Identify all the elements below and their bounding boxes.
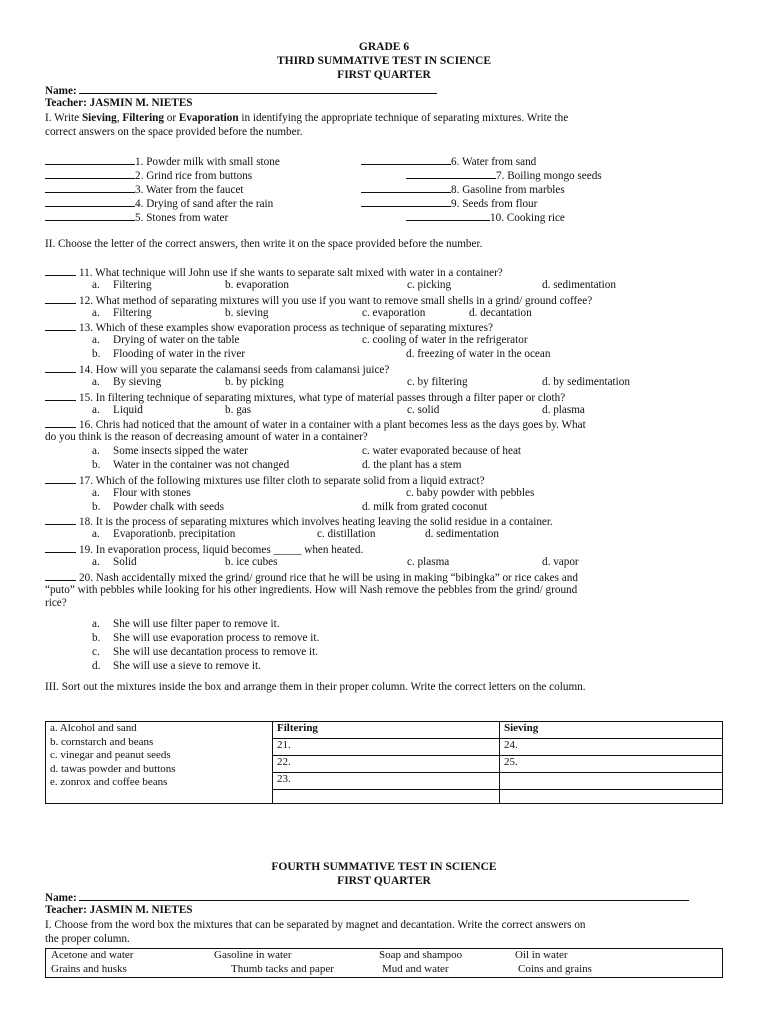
item-10 [406, 210, 565, 226]
question-text: 17. Which of the following mixtures use filter cloth to separate solid from a liquid extract? [79, 474, 485, 487]
item-text: 9. Seeds from flour [451, 198, 538, 210]
option-text: Some insects sipped the water [113, 445, 248, 458]
option-letter: b. [92, 458, 101, 471]
word-item: Coins and grains [518, 962, 592, 975]
option-row [92, 459, 289, 473]
answer-cell-empty[interactable] [500, 773, 723, 790]
question-text: 13. Which of these examples show evaporation process as technique of separating mixtures? [79, 322, 493, 335]
option-text: d. sedimentation [542, 278, 616, 291]
option-text: Water in the container was not changed [113, 458, 290, 471]
option-text: c. water evaporated because of heat [362, 445, 522, 458]
mixture-item: b. cornstarch and beans [50, 735, 154, 748]
answer-blank[interactable] [45, 570, 76, 581]
option-letter: a. [92, 486, 100, 499]
question-text-cont: do you think is the reason of decreasing amount of water in a container? [45, 431, 368, 444]
item-text: 8. Gasoline from marbles [451, 184, 565, 196]
option-text: c. distillation [317, 528, 376, 541]
mixture-box [46, 722, 273, 804]
word-item: Grains and husks [51, 962, 127, 975]
option-text: d. by sedimentation [542, 375, 630, 388]
word-item: Soap and shampoo [379, 949, 463, 961]
option-letter: c. [92, 646, 100, 658]
sort-table [45, 721, 723, 804]
option-text: Liquid [113, 403, 143, 416]
item-text: 6. Water from sand [451, 156, 537, 168]
item-text: 7. Boiling mongo seeds [496, 170, 602, 182]
option-text: Filtering [113, 306, 152, 319]
test4-quarter: FIRST QUARTER [337, 875, 431, 887]
item-text: 4. Drying of sand after the rain [135, 198, 274, 210]
question-text: 20. Nash accidentally mixed the grind/ ground rice that he will be using in making “bibingka” or rice cakes and [79, 571, 578, 584]
option-text: She will use a sieve to remove it. [113, 659, 261, 672]
option-text: Solid [113, 555, 137, 568]
option-row [92, 618, 280, 632]
item-text: 3. Water from the faucet [135, 184, 244, 196]
option-text: d. the plant has a stem [362, 458, 462, 471]
answer-blank[interactable] [45, 320, 76, 331]
keyword-sieving: Sieving [81, 112, 117, 124]
question-text: 16. Chris had noticed that the amount of water in a container with a plant becomes less as the days goes by. What [79, 419, 586, 432]
answer-blank[interactable] [45, 168, 135, 179]
option-text: Powder chalk with seeds [113, 500, 224, 513]
option-text: c. solid [407, 403, 440, 416]
word-item: Oil in water [515, 949, 568, 961]
word-item: Gasoline in water [214, 949, 292, 961]
word-item: Thumb tacks and paper [231, 962, 334, 975]
option-letter: a. [92, 445, 100, 458]
item-5 [45, 210, 228, 226]
mixture-item: e. zonrox and coffee beans [50, 776, 168, 789]
answer-blank[interactable] [45, 196, 135, 207]
option-text: By sieving [113, 375, 162, 388]
answer-cell-25[interactable]: 25. [500, 756, 723, 773]
col-sieving-header: Sieving [500, 722, 723, 739]
answer-cell-empty[interactable] [500, 790, 723, 804]
test4-instructions-2: the proper column. [45, 933, 130, 945]
option-text: She will use evaporation process to remove it. [113, 632, 320, 645]
option-text: Flooding of water in the river [113, 348, 246, 361]
question-text: 12. What method of separating mixtures will you use if you want to remove small shells in a grind/ ground coffee? [79, 294, 593, 307]
option-text: c. cooling of water in the refrigerator [362, 334, 528, 347]
mixture-item: c. vinegar and peanut seeds [50, 749, 171, 762]
option-text: b. gas [225, 403, 252, 416]
question-text-cont: rice? [45, 597, 67, 610]
answer-blank[interactable] [361, 154, 451, 165]
option-text: b. sieving [225, 306, 269, 319]
option-row [92, 404, 143, 418]
name-blank[interactable] [79, 890, 689, 901]
option-letter: a. [92, 375, 100, 388]
answer-blank[interactable] [45, 154, 135, 165]
answer-blank[interactable] [45, 182, 135, 193]
mixture-item: a. Alcohol and sand [50, 722, 137, 734]
option-text: c. evaporation [362, 306, 426, 319]
item-text: 2. Grind rice from buttons [135, 170, 253, 182]
option-text: c. baby powder with pebbles [406, 486, 535, 499]
option-row [92, 348, 245, 362]
keyword-evaporation: Evaporation [178, 112, 239, 124]
word-box [45, 948, 723, 978]
test3-title: THIRD SUMMATIVE TEST IN SCIENCE [276, 55, 492, 67]
grade-heading: GRADE 6 [358, 41, 410, 53]
option-row [92, 632, 319, 646]
option-row [92, 556, 137, 570]
answer-blank[interactable] [406, 168, 496, 179]
option-text: Drying of water on the table [113, 334, 240, 347]
part1-instructions-2: correct answers on the space provided before the number. [45, 126, 303, 138]
option-text: c. picking [407, 278, 452, 291]
teacher-line-2: Teacher: JASMIN M. NIETES [45, 904, 193, 916]
question-text: 18. It is the process of separating mixtures which involves heating leaving the solid residue in a container. [79, 516, 553, 529]
option-text: Flour with stones [113, 486, 191, 499]
question-text: 15. In filtering technique of separating mixtures, what type of material passes through a filter paper or cloth? [79, 391, 566, 404]
option-text: She will use decantation process to remove it. [113, 646, 319, 658]
option-row [92, 660, 261, 674]
part1-instr-a: I. Write [45, 112, 82, 124]
option-text: d. plasma [542, 403, 585, 416]
option-row [92, 376, 161, 390]
answer-cell-23[interactable]: 23. [273, 773, 500, 790]
part2-instructions: II. Choose the letter of the correct answers, then write it on the space provided before the number. [45, 238, 483, 250]
part1-instr-b: in identifying the appropriate technique of separating mixtures. Write the [238, 112, 569, 124]
answer-cell-24[interactable]: 24. [500, 739, 723, 756]
answer-blank[interactable] [45, 362, 76, 373]
word-item: Acetone and water [51, 949, 134, 961]
part1-instructions [45, 112, 568, 126]
answer-cell-empty[interactable] [273, 790, 500, 804]
option-row [92, 445, 248, 459]
option-letter: a. [92, 555, 100, 568]
option-text: b. ice cubes [225, 555, 278, 568]
answer-blank[interactable] [45, 473, 76, 484]
option-row [92, 487, 191, 501]
option-letter: b. [92, 348, 101, 361]
col-filtering-header: Filtering [273, 722, 500, 739]
option-text: d. vapor [542, 555, 579, 568]
sep2: or [164, 112, 179, 124]
test4-instructions: I. Choose from the word box the mixtures that can be separated by magnet and decantation. Write the correct answers on [45, 919, 586, 931]
name-blank[interactable] [79, 83, 437, 94]
name-label: Name: [45, 892, 77, 904]
item-text: 10. Cooking rice [490, 212, 565, 224]
option-text: She will use filter paper to remove it. [113, 618, 280, 631]
option-row [92, 646, 318, 660]
option-text: b. by picking [225, 375, 284, 388]
option-text: d. sedimentation [425, 528, 499, 541]
option-text: Evaporationb. precipitation [113, 528, 236, 541]
mixture-item: d. tawas powder and buttons [50, 762, 176, 775]
item-text: 1. Powder milk with small stone [135, 156, 280, 168]
option-letter: a. [92, 278, 100, 291]
option-letter: a. [92, 528, 100, 541]
answer-blank[interactable] [45, 210, 135, 221]
option-letter: b. [92, 632, 101, 645]
answer-blank[interactable] [361, 182, 451, 193]
keyword-filtering: Filtering [122, 112, 164, 124]
answer-blank[interactable] [45, 265, 76, 276]
part3-instructions: III. Sort out the mixtures inside the box and arrange them in their proper column. Write the correct letters on the column. [45, 681, 586, 693]
option-text: c. by filtering [407, 375, 468, 388]
option-text: b. evaporation [225, 278, 289, 291]
option-row [92, 528, 235, 542]
option-row [92, 334, 239, 348]
option-letter: b. [92, 500, 101, 513]
answer-blank[interactable] [45, 293, 76, 304]
answer-blank[interactable] [361, 196, 451, 207]
answer-blank[interactable] [45, 417, 76, 428]
option-letter: a. [92, 618, 100, 631]
answer-cell-21[interactable]: 21. [273, 739, 500, 756]
answer-blank[interactable] [45, 514, 76, 525]
option-letter: a. [92, 334, 100, 347]
question-text: 19. In evaporation process, liquid becomes _____ when heated. [79, 544, 364, 556]
answer-blank[interactable] [406, 210, 490, 221]
test4-title: FOURTH SUMMATIVE TEST IN SCIENCE [271, 861, 497, 873]
option-text: d. freezing of water in the ocean [406, 348, 551, 361]
option-text: d. milk from grated coconut [362, 500, 488, 513]
option-letter: a. [92, 306, 100, 319]
answer-blank[interactable] [45, 390, 76, 401]
option-row [92, 501, 224, 515]
option-text: Filtering [113, 278, 152, 291]
name-label: Name: [45, 85, 77, 97]
question-text-cont: “puto” with pebbles while looking for his other ingredients. How will Nash remove the pebbles from the grind/ ground [45, 583, 578, 596]
item-text: 5. Stones from water [135, 212, 229, 224]
question-text: 14. How will you separate the calamansi seeds from calamansi juice? [79, 364, 390, 376]
word-item: Mud and water [382, 962, 449, 975]
option-text: d. decantation [469, 306, 532, 319]
test3-quarter: FIRST QUARTER [337, 69, 431, 81]
option-text: c. plasma [407, 555, 450, 568]
option-letter: a. [92, 403, 100, 416]
sep1: , [116, 112, 123, 124]
option-letter: d. [92, 659, 101, 672]
option-row [92, 279, 152, 293]
option-row [92, 307, 152, 321]
teacher-line: Teacher: JASMIN M. NIETES [45, 97, 193, 109]
answer-blank[interactable] [45, 542, 76, 553]
answer-cell-22[interactable]: 22. [273, 756, 500, 773]
question-text: 11. What technique will John use if she wants to separate salt mixed with water in a container? [79, 267, 503, 279]
